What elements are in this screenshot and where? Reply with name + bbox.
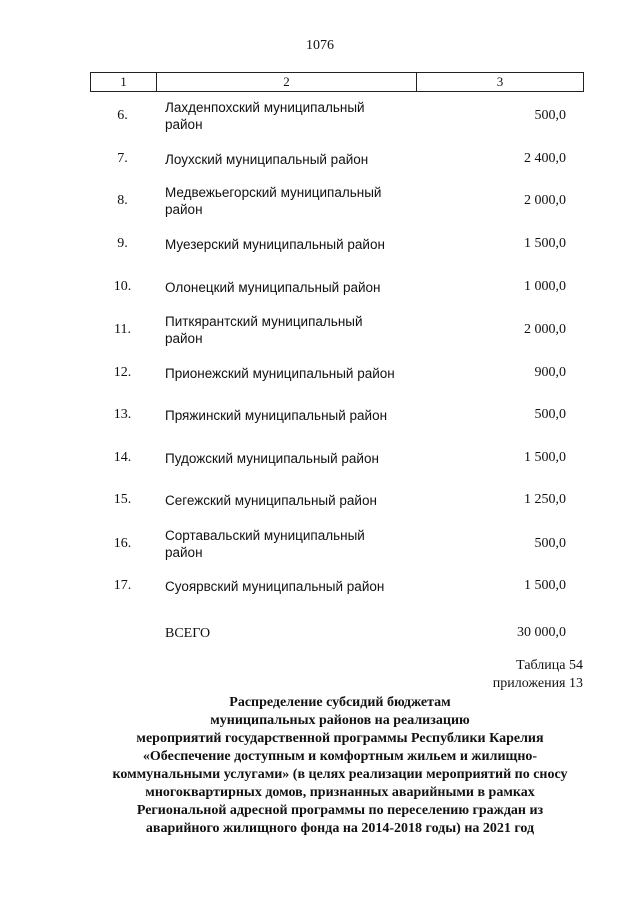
row-number: 7. — [117, 151, 128, 166]
total-value: 30 000,0 — [517, 625, 566, 640]
row-number: 17. — [113, 578, 132, 593]
row-name: Сегежский муниципальный район — [165, 492, 377, 508]
title-line: аварийного жилищного фонда на 2014-2018 годы) на 2021 год — [145, 821, 535, 836]
title-line: Распределение субсидий бюджетам — [229, 695, 451, 710]
row-value: 1 500,0 — [524, 578, 566, 593]
row-name: Прионежский муниципальный район — [165, 365, 395, 381]
row-name: Лоухский муниципальный район — [165, 151, 369, 167]
header-col-1: 1 — [91, 73, 157, 91]
row-value: 2 000,0 — [524, 322, 566, 337]
title-line: многоквартирных домов, признанных аварийными в рамках — [145, 785, 535, 800]
table-row — [90, 524, 584, 564]
table-ref-line-2: приложения 13 — [492, 676, 583, 691]
row-value: 900,0 — [534, 365, 566, 380]
header-col-2: 2 — [157, 73, 417, 91]
row-number: 16. — [113, 536, 132, 551]
table-row — [90, 96, 584, 136]
total-row — [90, 622, 584, 644]
table-row — [90, 489, 584, 511]
row-number: 13. — [113, 407, 132, 422]
row-value: 1 250,0 — [524, 492, 566, 507]
row-value: 1 000,0 — [524, 279, 566, 294]
title-line: коммунальными услугами» (в целях реализации мероприятий по сносу — [112, 767, 568, 782]
title-line: «Обеспечение доступным и комфортным жильем и жилищно- — [142, 749, 538, 764]
table-row — [90, 362, 584, 384]
row-number: 14. — [113, 450, 132, 465]
table-row — [90, 148, 584, 170]
row-name: Олонецкий муниципальный район — [165, 279, 381, 295]
title-line: мероприятий государственной программы Республики Карелия — [136, 731, 544, 746]
row-name: Медвежьегорский муниципальный район — [165, 185, 382, 217]
table-row — [90, 404, 584, 426]
row-name: Питкярантский муниципальный район — [165, 314, 363, 346]
table-ref-line-1: Таблица 54 — [516, 658, 583, 673]
row-value: 500,0 — [534, 407, 566, 422]
row-name: Лахденпохский муниципальный район — [165, 100, 365, 132]
row-name: Пудожский муниципальный район — [165, 450, 379, 466]
table-row — [90, 310, 584, 350]
total-label: ВСЕГО — [165, 625, 211, 641]
row-number: 10. — [113, 279, 132, 294]
row-value: 500,0 — [534, 108, 566, 123]
row-name: Сортавальский муниципальный район — [165, 528, 365, 560]
row-value: 2 400,0 — [524, 151, 566, 166]
row-name: Суоярвский муниципальный район — [165, 578, 385, 594]
row-number: 11. — [114, 322, 131, 337]
row-number: 9. — [117, 236, 128, 251]
row-number: 15. — [113, 492, 132, 507]
row-number: 6. — [117, 108, 128, 123]
table-row — [90, 447, 584, 469]
row-name: Муезерский муниципальный район — [165, 236, 385, 252]
table-row — [90, 233, 584, 255]
header-col-3: 3 — [496, 74, 504, 89]
row-name: Пряжинский муниципальный район — [165, 407, 388, 423]
row-number: 8. — [117, 193, 128, 208]
title-line: муниципальных районов на реализацию — [210, 713, 470, 728]
document-title — [60, 694, 620, 838]
row-number: 12. — [113, 365, 132, 380]
table-row — [90, 575, 584, 597]
row-value: 1 500,0 — [524, 236, 566, 251]
table-row — [90, 276, 584, 298]
row-value: 500,0 — [534, 536, 566, 551]
row-value: 1 500,0 — [524, 450, 566, 465]
page-number: 1076 — [306, 38, 334, 53]
table-header-row — [90, 72, 584, 92]
title-line: Региональной адресной программы по переселению граждан из — [136, 803, 544, 818]
row-value: 2 000,0 — [524, 193, 566, 208]
table-row — [90, 181, 584, 221]
